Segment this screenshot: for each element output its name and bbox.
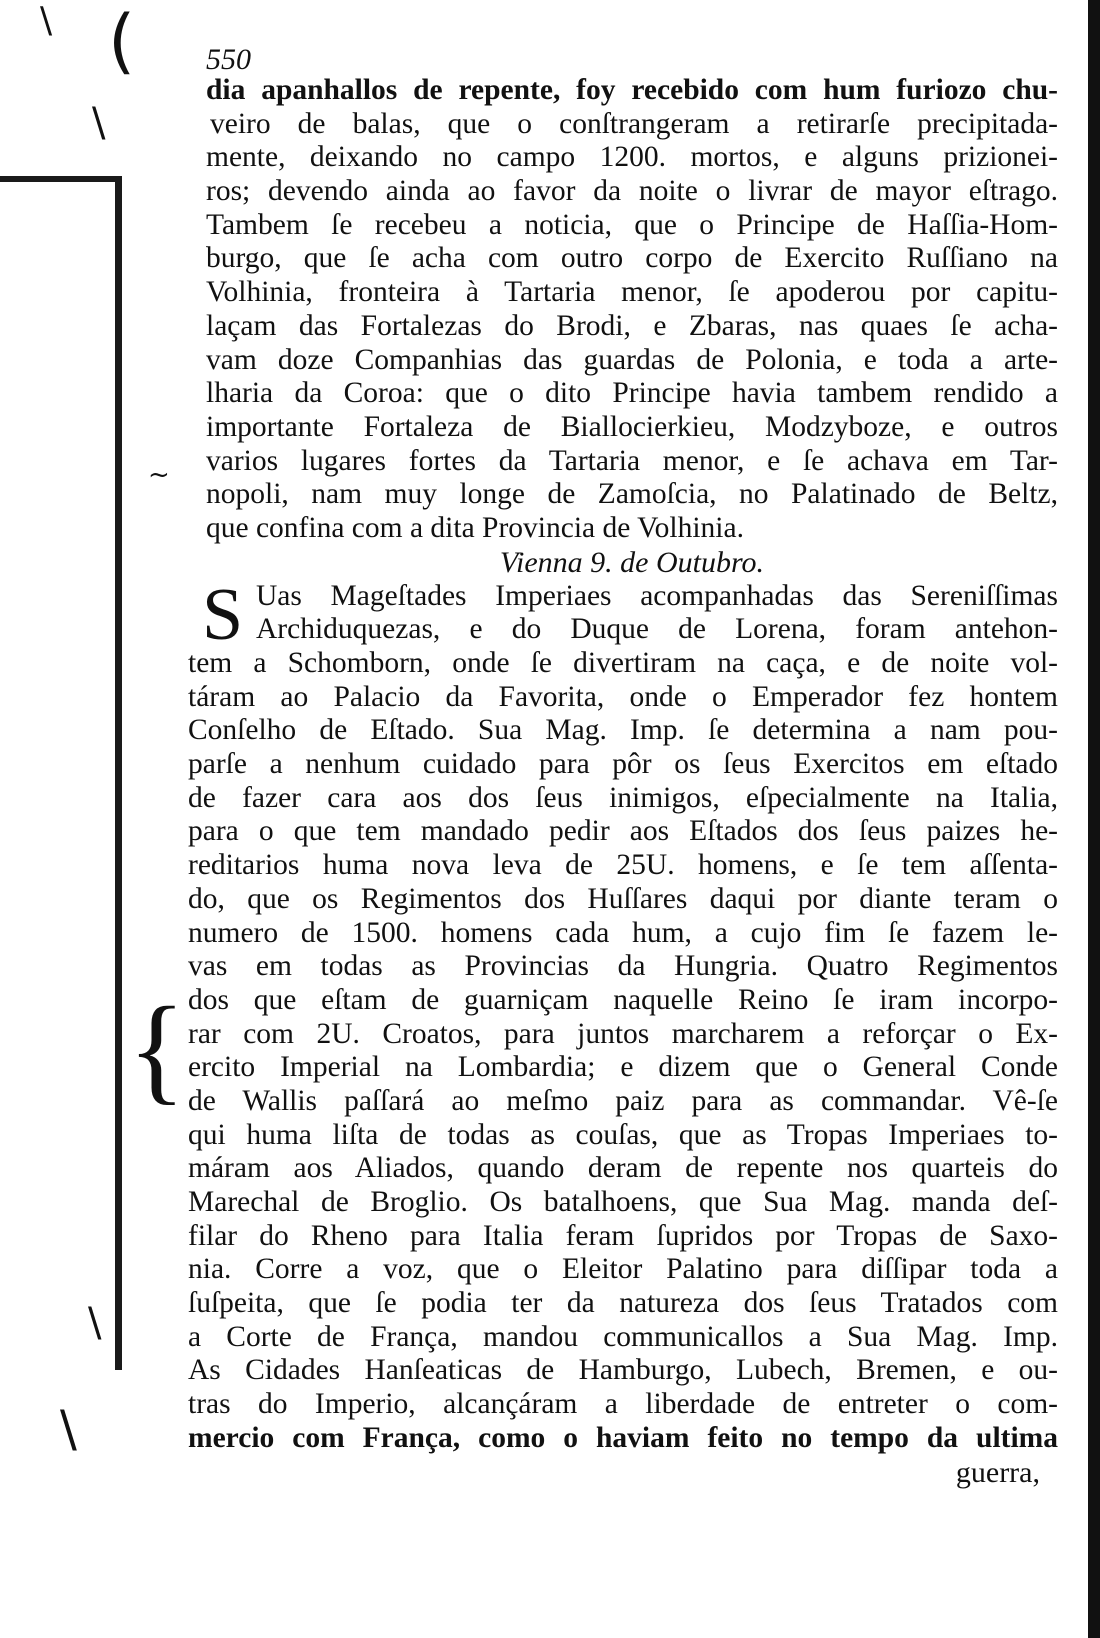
dateline: Vienna 9. de Outubro.: [499, 545, 765, 579]
text-line: ſuſpeita, que ſe podia ter da natureza dos ſeus Tratados com: [188, 1287, 1058, 1320]
ink-mark: \: [60, 1400, 77, 1458]
text-line: burgo, que ſe acha com outro corpo de Exercito Ruſſiano na: [206, 242, 1058, 275]
text-line: vas em todas as Provincias da Hungria. Quatro Regimentos: [188, 950, 1058, 983]
text-line: nia. Corre a voz, que o Eleitor Palatino para diſſipar toda a: [188, 1253, 1058, 1286]
text-line: de Wallis paſſará ao meſmo paiz para as commandar. Vê-ſe: [188, 1084, 1058, 1117]
text-line: para o que tem mandado pedir aos Eſtados dos ſeus paizes he-: [188, 815, 1058, 848]
ink-mark: \: [40, 0, 53, 41]
ink-mark: \: [92, 100, 106, 146]
text-line: parſe a nenhum cuidado para pôr os ſeus Exercitos em eſtado: [188, 748, 1058, 781]
ink-mark: (: [108, 0, 136, 82]
text-line: ercito Imperial na Lombardia; e dizem que o General Conde: [188, 1051, 1058, 1084]
text-line: laçam das Fortalezas do Brodi, e Zbaras, nas quaes ſe acha-: [206, 309, 1058, 342]
text-line: dia apanhallos de repente, foy recebido com hum furiozo chu-: [206, 74, 1058, 106]
page-number: 550: [206, 43, 251, 76]
text-line: Volhinia, fronteira à Tartaria menor, ſe apoderou por capitu-: [206, 276, 1058, 309]
text-line: mente, deixando no campo 1200. mortos, e alguns prizionei-: [206, 141, 1058, 174]
text-line: do, que os Regimentos dos Huſſares daqui por diante teram o: [188, 882, 1058, 915]
text-line: numero de 1500. homens cada hum, a cujo fim ſe fazem le-: [188, 916, 1058, 949]
text-line: tem a Schomborn, onde ſe divertiram na caça, e de noite vol-: [188, 647, 1058, 679]
text-line: varios lugares fortes da Tartaria menor, e ſe achava em Tar-: [206, 444, 1058, 477]
text-line: nopoli, nam muy longe de Zamoſcia, no Palatinado de Beltz,: [206, 478, 1058, 511]
text-line: dos que eſtam de guarniçam naquelle Reino ſe iram incorpo-: [188, 983, 1058, 1016]
text-line: Tambem ſe recebeu a noticia, que o Principe de Haſſia-Hom-: [206, 208, 1058, 241]
text-line: As Cidades Hanſeaticas de Hamburgo, Lubech, Bremen, e ou-: [188, 1354, 1058, 1387]
text-line: veiro de balas, que o conſtrangeram a retirarſe precipitada-: [210, 107, 1058, 140]
margin-frame-line: [0, 176, 122, 1370]
text-line: Uas Mageſtades Imperiaes acompanhadas das Sereniſſimas: [256, 579, 1058, 612]
text-line: ros; devendo ainda ao favor da noite o livrar de mayor eſtrago.: [206, 175, 1058, 208]
catchword: guerra,: [955, 1455, 1040, 1489]
text-line: de fazer cara aos dos ſeus inimigos, eſpecialmente na Italia,: [188, 781, 1058, 814]
text-line: que confina com a dita Provincia de Volhinia.: [206, 511, 744, 544]
text-line: rar com 2U. Croatos, para juntos marcharem a reforçar o Ex-: [188, 1017, 1058, 1050]
text-line: importante Fortaleza de Biallocierkieu, Modzyboze, e outros: [206, 410, 1058, 443]
drop-cap: S: [202, 573, 244, 656]
paragraph: [180, 573, 1058, 1456]
text-line: a Corte de França, mandou communicallos a Sua Mag. Imp.: [188, 1320, 1058, 1353]
text-line: máram aos Aliados, quando deram de repente nos quarteis do: [188, 1152, 1058, 1185]
page-edge-shadow: [1088, 0, 1100, 1638]
ink-mark: ~: [148, 460, 170, 490]
text-line: vam doze Companhias das guardas de Polonia, e toda a arte-: [206, 343, 1058, 376]
text-line: reditarios huma nova leva de 25U. homens, e ſe tem aſſenta-: [188, 849, 1058, 882]
text-line: táram ao Palacio da Favorita, onde o Emperador fez hontem: [188, 680, 1058, 713]
text-line: qui huma liſta de todas as couſas, que as Tropas Imperiaes to-: [188, 1118, 1058, 1151]
text-line: tras do Imperio, alcançáram a liberdade de entreter o com-: [188, 1388, 1058, 1421]
page-text: [180, 44, 1058, 1490]
text-line: Archiduquezas, e do Duque de Lorena, foram antehon-: [256, 613, 1058, 646]
text-line: mercio com França, como o haviam feito no tempo da ultima: [188, 1421, 1058, 1454]
text-line: lharia da Coroa: que o dito Principe havia tambem rendido a: [206, 377, 1058, 410]
text-line: Conſelho de Eſtado. Sua Mag. Imp. ſe determina a nam pou-: [188, 714, 1058, 747]
text-line: Marechal de Broglio. Os batalhoens, que Sua Mag. manda deſ-: [188, 1186, 1058, 1218]
ink-mark: {: [128, 982, 186, 1115]
ink-mark: \: [88, 1300, 102, 1346]
text-line: filar do Rheno para Italia feram ſupridos por Tropas de Saxo-: [188, 1219, 1058, 1252]
